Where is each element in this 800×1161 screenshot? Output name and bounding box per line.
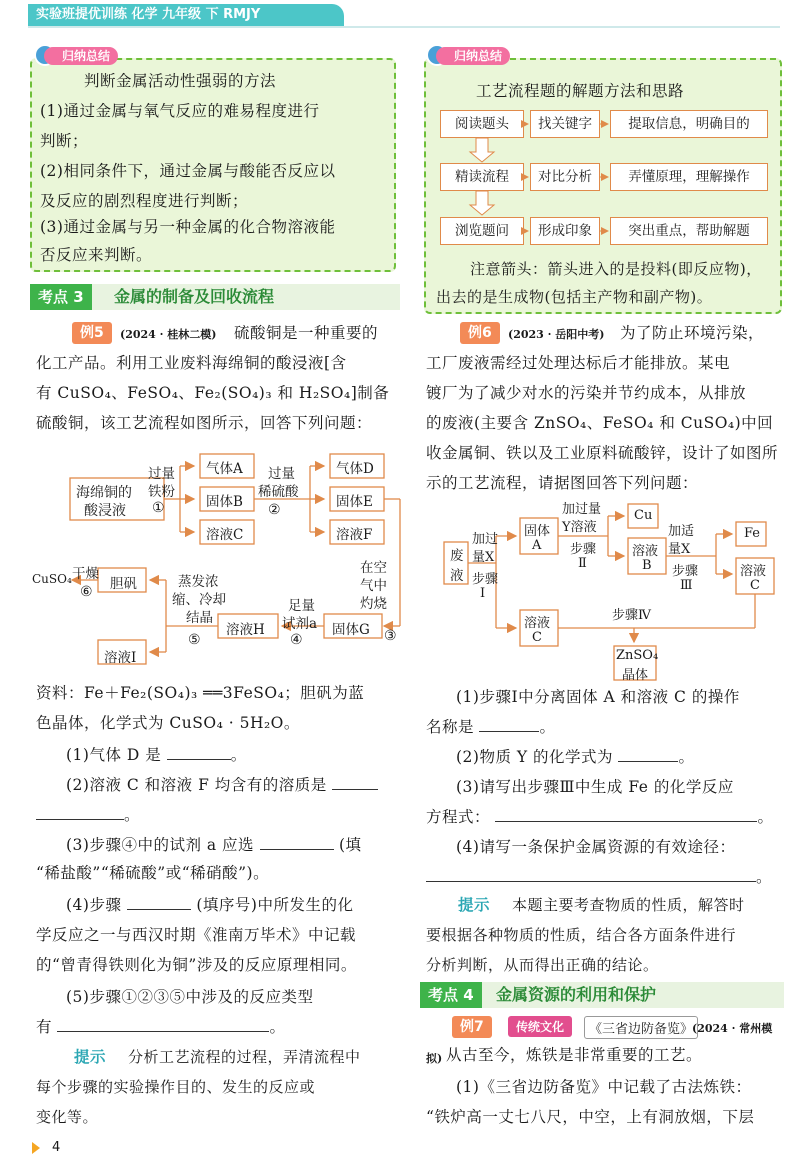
node-solution-h: 溶液H bbox=[226, 622, 265, 638]
question-text: (3)步骤④中的试剂 a 应选 bbox=[66, 836, 255, 854]
question-4-cont: 学反应之一与西汉时期《淮南万毕术》中记载 bbox=[36, 926, 357, 944]
hint-text: 分析判断，从而得出正确的结论。 bbox=[426, 956, 659, 974]
summary-note: 注意箭头：箭头进入的是投料(即反应物)， bbox=[470, 260, 762, 278]
hint-tag: 提示 bbox=[74, 1048, 107, 1066]
step-label: 加适 bbox=[668, 524, 695, 539]
period: 。 bbox=[756, 868, 773, 886]
question-text: (2)溶液 C 和溶液 F 均含有的溶质是 bbox=[66, 776, 327, 794]
answer-blank[interactable] bbox=[332, 789, 378, 790]
example-source: 拟) bbox=[426, 1052, 443, 1065]
hint-text: 变化等。 bbox=[36, 1108, 99, 1126]
question-2-cont bbox=[36, 800, 140, 830]
example6-flow-diagram bbox=[440, 496, 790, 682]
example-text: 收金属铜、铁以及工业原料硫酸锌，设计了如图所 bbox=[426, 444, 779, 462]
step-number: ③ bbox=[384, 628, 397, 644]
question-5-cont bbox=[36, 1012, 285, 1042]
step-number: ① bbox=[152, 500, 165, 516]
question-2 bbox=[456, 742, 695, 772]
question-text: (填序号)中所发生的化 bbox=[196, 896, 354, 914]
node-solution-b: 溶液 bbox=[632, 544, 659, 559]
answer-blank[interactable] bbox=[479, 731, 539, 732]
summary-tag: 归纳总结 bbox=[44, 47, 118, 65]
flow-step: 突出重点，帮助解题 bbox=[610, 217, 768, 245]
step-label: 步骤 bbox=[570, 542, 597, 557]
step-label: 量X bbox=[668, 542, 691, 557]
summary-line: (3)通过金属与另一种金属的化合物溶液能 bbox=[40, 218, 336, 236]
answer-blank[interactable] bbox=[36, 819, 124, 820]
start-label: 海绵铜的 bbox=[76, 485, 132, 501]
step-label: 试剂a bbox=[282, 616, 318, 632]
step-label: 结晶 bbox=[186, 610, 213, 626]
step-label: 过量 bbox=[268, 466, 295, 482]
step-label: 加过量 bbox=[562, 502, 602, 517]
node-gas-d: 气体D bbox=[336, 461, 374, 477]
answer-blank[interactable] bbox=[127, 909, 191, 910]
question-1: (1)步骤Ⅰ中分离固体 A 和溶液 C 的操作 bbox=[456, 688, 740, 706]
step-label: 步骤Ⅳ bbox=[612, 608, 651, 623]
step-label: 在空 bbox=[360, 560, 387, 576]
flow-step: 弄懂原理，理解操作 bbox=[610, 163, 768, 191]
section-title: 金属的制备及回收流程 bbox=[114, 287, 275, 306]
culture-tag: 传统文化 bbox=[508, 1016, 572, 1037]
step-label: 气中 bbox=[360, 578, 387, 594]
flow-step: 找关键字 bbox=[530, 110, 600, 138]
summary-title: 工艺流程题的解题方法和思路 bbox=[476, 82, 685, 100]
question-text: 方程式： bbox=[426, 808, 491, 826]
question-3 bbox=[66, 830, 362, 860]
flow-step: 形成印象 bbox=[530, 217, 600, 245]
summary-line: (1)通过金属与氧气反应的难易程度进行 bbox=[40, 102, 320, 120]
step-number: ⑤ bbox=[188, 632, 201, 648]
example-text: (1)《三省边防备览》中记载了古法炼铁： bbox=[456, 1078, 752, 1096]
answer-blank[interactable] bbox=[167, 759, 231, 760]
period: 。 bbox=[678, 748, 695, 766]
question-text: (填 bbox=[338, 836, 362, 854]
summary-note: 出去的是生成物(包括主产物和副产物)。 bbox=[436, 288, 713, 306]
flow-step: 浏览题问 bbox=[440, 217, 524, 245]
step-label: Y溶液 bbox=[562, 520, 597, 535]
example-source: (2024 · 常州模 bbox=[692, 1022, 773, 1035]
question-text: (4)步骤 bbox=[66, 896, 122, 914]
example-source: (2024 · 桂林二模) bbox=[120, 328, 217, 341]
summary-title: 判断金属活动性强弱的方法 bbox=[84, 72, 277, 90]
answer-blank[interactable] bbox=[426, 881, 756, 882]
node-waste: 废 bbox=[450, 548, 464, 564]
step-label: 步骤 bbox=[472, 572, 499, 587]
hint-tag: 提示 bbox=[458, 896, 491, 914]
question-3-cont bbox=[426, 802, 773, 832]
period: 。 bbox=[539, 718, 556, 736]
hint-text: 分析工艺流程的过程，弄清流程中 bbox=[128, 1048, 361, 1066]
page-marker-icon bbox=[32, 1142, 40, 1154]
period: 。 bbox=[269, 1018, 286, 1036]
example-text: 为了防止环境污染， bbox=[620, 324, 765, 342]
answer-blank[interactable] bbox=[495, 821, 757, 822]
example-text: 从古至今，炼铁是非常重要的工艺。 bbox=[446, 1046, 703, 1064]
step-label: 稀硫酸 bbox=[258, 484, 299, 500]
info-line: 资料：Fe＋Fe₂(SO₄)₃ ══3FeSO₄；胆矾为蓝 bbox=[36, 684, 365, 702]
summary-line: (2)相同条件下，通过金属与酸能否反应以 bbox=[40, 162, 336, 180]
summary-flow-arrows bbox=[424, 100, 784, 260]
example-tag: 例7 bbox=[452, 1016, 492, 1038]
question-4: (4)请写一条保护金属资源的有效途径： bbox=[456, 838, 736, 856]
question-3-cont: “稀盐酸”“稀硫酸”或“稀硝酸”)。 bbox=[36, 864, 270, 882]
page-number: 4 bbox=[52, 1140, 61, 1155]
info-line: 色晶体，化学式为 CuSO₄ · 5H₂O。 bbox=[36, 714, 300, 732]
start-label: 酸浸液 bbox=[84, 503, 126, 519]
section-tag: 考点 4 bbox=[420, 982, 482, 1008]
node-solid-g: 固体G bbox=[332, 622, 370, 638]
example5-flow-diagram bbox=[26, 446, 406, 676]
period: 。 bbox=[230, 746, 247, 764]
node-waste: 液 bbox=[450, 568, 464, 584]
question-4-cont bbox=[426, 862, 772, 892]
hint-text: 本题主要考查物质的性质，解答时 bbox=[512, 896, 745, 914]
question-1-cont bbox=[426, 712, 555, 742]
flow-step: 对比分析 bbox=[530, 163, 600, 191]
node-fe: Fe bbox=[744, 526, 761, 541]
answer-blank[interactable] bbox=[260, 849, 334, 850]
summary-line: 判断； bbox=[40, 132, 89, 150]
node-solution-f: 溶液F bbox=[336, 527, 373, 543]
node-solution-c2: 溶液 bbox=[740, 564, 767, 579]
node-gas-a: 气体A bbox=[206, 461, 243, 477]
question-text: (2)物质 Y 的化学式为 bbox=[456, 748, 614, 766]
example-text: 有 CuSO₄、FeSO₄、Fe₂(SO₄)₃ 和 H₂SO₄]制备 bbox=[36, 384, 390, 402]
step-number: ④ bbox=[290, 632, 303, 648]
step-number: ② bbox=[268, 502, 281, 518]
example-text: 化工产品。利用工业废料海绵铜的酸浸液[含 bbox=[36, 354, 347, 372]
question-4-cont: 的“曾青得铁则化为铜”涉及的反应原理相同。 bbox=[36, 956, 357, 974]
node-solid-a: 固体 bbox=[524, 524, 551, 539]
node-solution-c: C bbox=[532, 630, 542, 645]
step-label: 铁粉 bbox=[148, 484, 175, 500]
flow-step: 提取信息，明确目的 bbox=[610, 110, 768, 138]
question-text: (1)气体 D 是 bbox=[66, 746, 162, 764]
step-label: Ⅲ bbox=[680, 578, 693, 593]
step-label: 加过 bbox=[472, 532, 499, 547]
step-label: 蒸发浓 bbox=[178, 574, 219, 590]
hint-text: 每个步骤的实验操作目的、发生的反应或 bbox=[36, 1078, 316, 1096]
flow-step: 精读流程 bbox=[440, 163, 524, 191]
step-label: 量X bbox=[472, 550, 495, 565]
example-tag: 例5 bbox=[72, 322, 112, 344]
step-label: Ⅱ bbox=[578, 556, 587, 571]
node-znso4: ZnSO₄ bbox=[616, 648, 659, 663]
node-solution-i: 溶液I bbox=[104, 650, 137, 666]
node-solid-b: 固体B bbox=[206, 494, 243, 510]
book-header: 实验班提优训练 化学 九年级 下 RMJY bbox=[28, 4, 344, 26]
question-2 bbox=[66, 770, 378, 800]
summary-line: 否反应来判断。 bbox=[40, 246, 153, 264]
period: 。 bbox=[757, 808, 774, 826]
question-text: 有 bbox=[36, 1018, 53, 1036]
step-label: 过量 bbox=[148, 466, 175, 482]
node-cu: Cu bbox=[634, 508, 653, 523]
header-rule bbox=[28, 26, 780, 28]
summary-tag: 归纳总结 bbox=[436, 47, 510, 65]
section-title: 金属资源的利用和保护 bbox=[496, 985, 657, 1004]
question-3: (3)请写出步骤Ⅲ中生成 Fe 的化学反应 bbox=[456, 778, 734, 796]
step-label: 灼烧 bbox=[360, 596, 387, 612]
node-znso4: 晶体 bbox=[622, 668, 649, 683]
period: 。 bbox=[124, 806, 141, 824]
node-solution-b: B bbox=[642, 558, 652, 573]
node-solid-a: A bbox=[532, 538, 542, 553]
example-text: 示的工艺流程，请据图回答下列问题： bbox=[426, 474, 699, 492]
example-text: 硫酸铜是一种重要的 bbox=[234, 324, 379, 342]
flow-step: 阅读题头 bbox=[440, 110, 524, 138]
step-label: 足量 bbox=[288, 598, 315, 614]
step-number: ⑥ bbox=[80, 584, 93, 600]
step-label: 干燥 bbox=[72, 566, 99, 582]
answer-blank[interactable] bbox=[57, 1031, 269, 1032]
node-blue-vitriol: 胆矾 bbox=[110, 576, 137, 592]
example-text: 的废液(主要含 ZnSO₄、FeSO₄ 和 CuSO₄)中回 bbox=[426, 414, 774, 432]
example-text: 镀厂为了减少对水的污染并节约成本，从排放 bbox=[426, 384, 747, 402]
node-solution-c2: C bbox=[750, 578, 760, 593]
question-text: 名称是 bbox=[426, 718, 475, 736]
question-5: (5)步骤①②③⑤中涉及的反应类型 bbox=[66, 988, 314, 1006]
node-solution-c: 溶液 bbox=[524, 616, 551, 631]
product-label: CuSO₄ bbox=[32, 572, 72, 586]
example-tag: 例6 bbox=[460, 322, 500, 344]
example-text: “铁炉高一丈七八尺，中空，上有洞放烟，下层 bbox=[426, 1108, 755, 1126]
question-1 bbox=[66, 740, 247, 770]
section-tag: 考点 3 bbox=[30, 284, 92, 310]
step-label: 步骤 bbox=[672, 564, 699, 579]
example-text: 硫酸铜，该工艺流程如图所示，回答下列问题： bbox=[36, 414, 373, 432]
step-label: 缩、冷却 bbox=[172, 592, 226, 608]
example-source: (2023 · 岳阳中考) bbox=[508, 328, 605, 341]
answer-blank[interactable] bbox=[618, 761, 678, 762]
summary-line: 及反应的剧烈程度进行判断； bbox=[40, 192, 249, 210]
node-solid-e: 固体E bbox=[336, 494, 373, 510]
step-label: Ⅰ bbox=[480, 586, 486, 601]
node-solution-c: 溶液C bbox=[206, 527, 244, 543]
question-4 bbox=[66, 890, 353, 920]
book-title: 《三省边防备览》 bbox=[584, 1016, 698, 1039]
hint-text: 要根据各种物质的性质，结合各方面条件进行 bbox=[426, 926, 737, 944]
example-text: 工厂废液需经过处理达标后才能排放。某电 bbox=[426, 354, 731, 372]
